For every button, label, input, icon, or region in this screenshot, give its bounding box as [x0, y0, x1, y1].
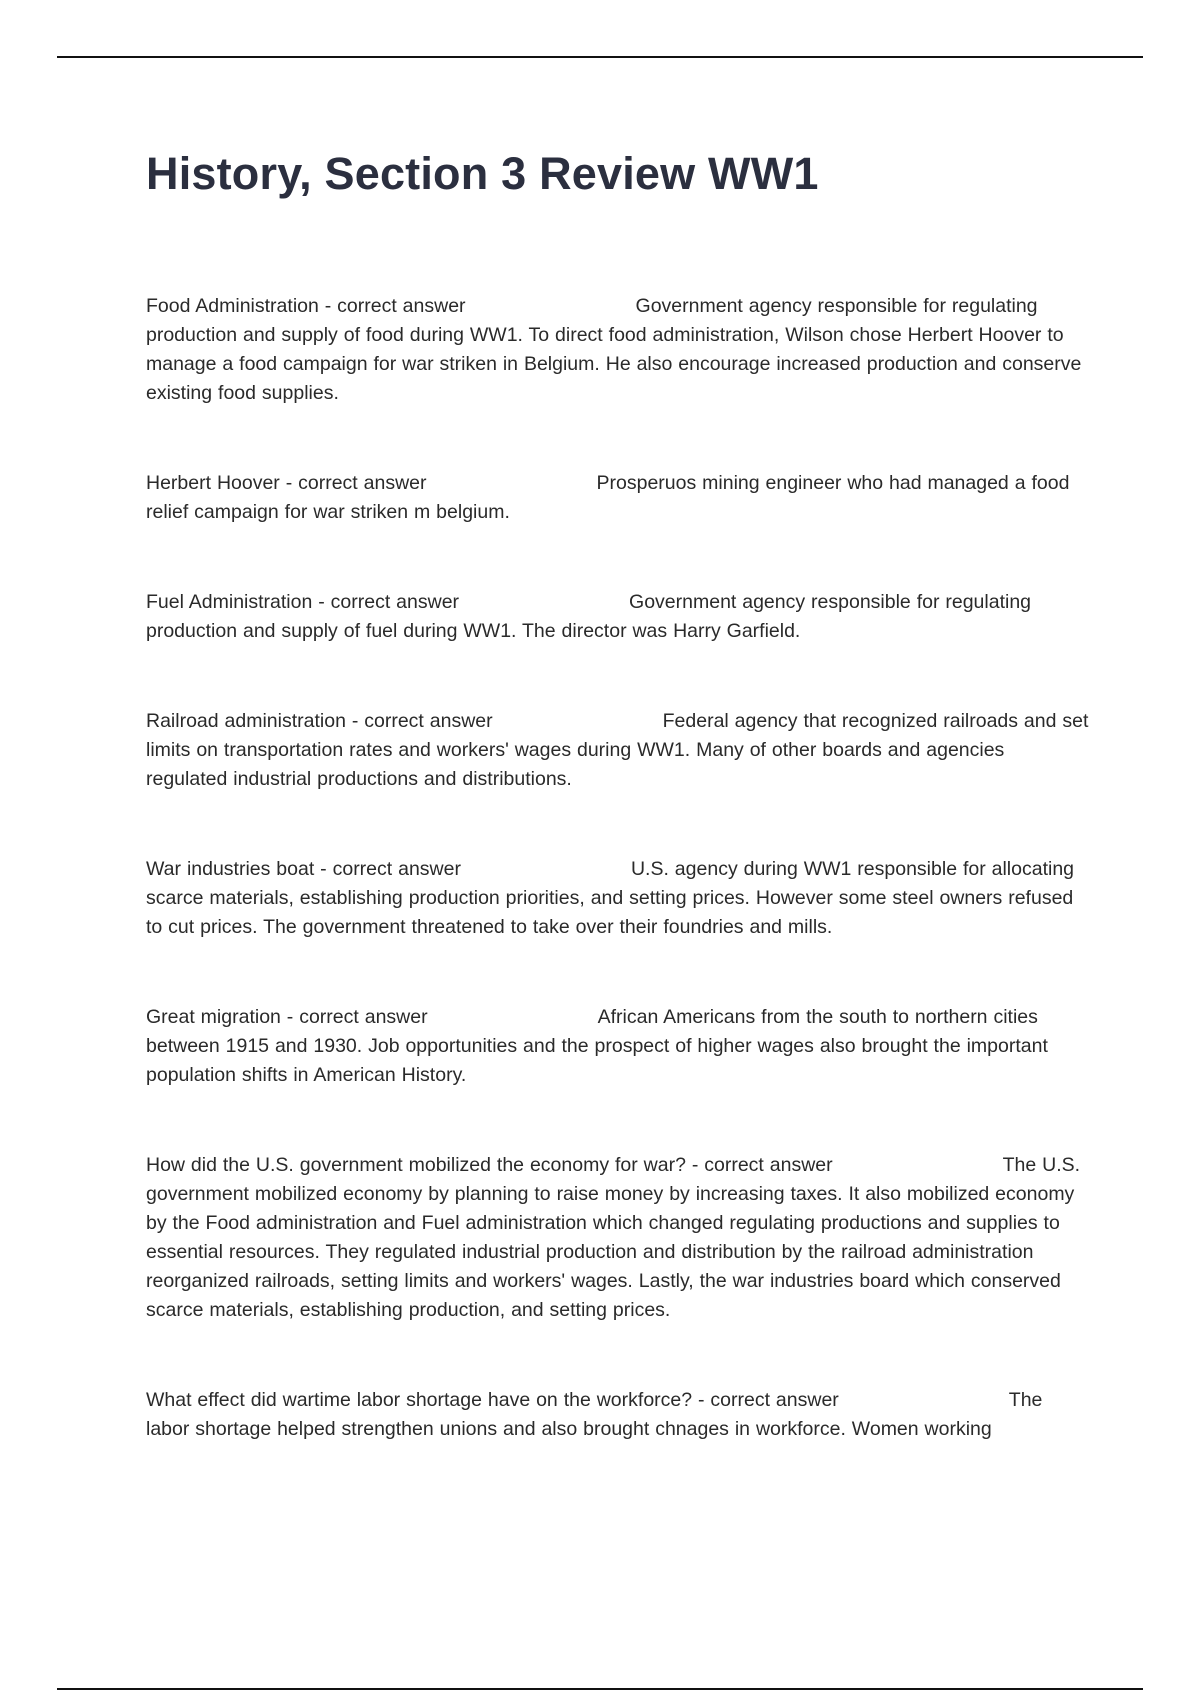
entry-definition: Federal agency that recognized railroads and set limits on transportation rates and workers' wages during WW1. Many of other boards and agencies regulated industrial productions and distributions. — [146, 710, 1089, 790]
top-rule — [57, 56, 1143, 58]
entry-term: Great migration - correct answer — [146, 1006, 428, 1028]
entry-herbert-hoover — [146, 469, 1091, 527]
entry-great-migration — [146, 1003, 1091, 1090]
entry-definition: Prosperuos mining engineer who had managed a food relief campaign for war striken m belgium. — [146, 472, 1070, 523]
bottom-rule — [57, 1688, 1143, 1690]
entry-war-industries — [146, 855, 1091, 942]
entry-term: What effect did wartime labor shortage have on the workforce? - correct answer — [146, 1389, 839, 1411]
entry-term: Railroad administration - correct answer — [146, 710, 493, 732]
entry-fuel-administration — [146, 588, 1091, 646]
entry-definition: The U.S. government mobilized economy by planning to raise money by increasing taxes. It also mobilized economy by the Food administration and Fuel administration which changed regulating productions and supplies to essential resources. They regulated industrial production and distribution by the railroad administration reorganized railroads, setting limits and workers' wages. Lastly, the war industries board which conserved scarce materials, establishing production, and setting prices. — [146, 1154, 1081, 1321]
entry-definition: Government agency responsible for regulating production and supply of food during WW1. To direct food administration, Wilson chose Herbert Hoover to manage a food campaign for war striken in Belgium. He also encourage increased production and conserve existing food supplies. — [146, 295, 1082, 404]
entry-labor-shortage — [146, 1386, 1091, 1444]
entry-term: How did the U.S. government mobilized the economy for war? - correct answer — [146, 1154, 833, 1176]
entry-term: Herbert Hoover - correct answer — [146, 472, 427, 494]
entry-definition: U.S. agency during WW1 responsible for allocating scarce materials, establishing production priorities, and setting prices. However some steel owners refused to cut prices. The government threatened to take over their foundries and mills. — [146, 858, 1075, 938]
entry-definition: The labor shortage helped strengthen unions and also brought chnages in workforce. Women working — [146, 1389, 1043, 1440]
entry-definition: African Americans from the south to northern cities between 1915 and 1930. Job opportunities and the prospect of higher wages also brought the important population shifts in American History. — [146, 1006, 1048, 1086]
entry-term: War industries boat - correct answer — [146, 858, 461, 880]
entry-list — [146, 292, 1091, 1505]
entry-term: Food Administration - correct answer — [146, 295, 466, 317]
document-title: History, Section 3 Review WW1 — [146, 148, 819, 199]
entry-mobilized-economy — [146, 1151, 1091, 1325]
entry-definition: Government agency responsible for regulating production and supply of fuel during WW1. The director was Harry Garfield. — [146, 591, 1032, 642]
entry-railroad-administration — [146, 707, 1091, 794]
entry-term: Fuel Administration - correct answer — [146, 591, 460, 613]
entry-food-administration — [146, 292, 1091, 408]
